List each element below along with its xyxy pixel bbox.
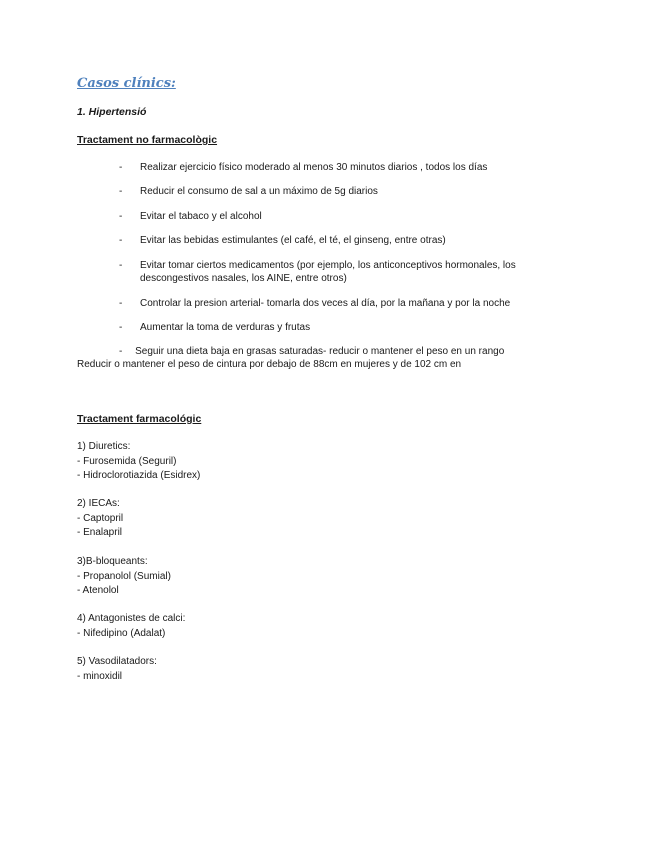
continuation-text: Reducir o mantener el peso de cintura por debajo de 88cm en mujeres y de 102 cm en (77, 359, 462, 370)
bullet-item (119, 259, 559, 285)
bullet-item-last (119, 345, 504, 358)
page-heading: Casos clínics: (77, 76, 176, 91)
drug-item: - minoxidil (77, 670, 123, 682)
bullet-dash: - (119, 322, 123, 333)
drug-item: - Hidroclorotiazida (Esidrex) (77, 470, 201, 481)
drug-item: - Propanolol (Sumial) (77, 570, 171, 582)
drug-item: - Nifedipino (Adalat) (77, 627, 166, 639)
bullet-text: Evitar las bebidas estimulantes (el café, el té, el ginseng, entre otras) (140, 235, 446, 246)
drug-group-title: 1) Diuretics: (77, 441, 131, 452)
case-title: 1. Hipertensió (77, 106, 147, 118)
drug-group (77, 555, 171, 599)
bullet-dash: - (119, 162, 123, 173)
bullet-item (119, 321, 559, 334)
bullet-text: Controlar la presion arterial- tomarla dos veces al día, por la mañana y por la noche (140, 298, 511, 309)
drug-group (77, 612, 185, 641)
drug-item: - Atenolol (77, 585, 119, 596)
bullet-item (119, 185, 559, 198)
drug-item: - Enalapril (77, 527, 123, 538)
bullet-dash: - (119, 186, 123, 197)
bullet-dash: - (119, 235, 123, 246)
bullet-dash: - (119, 211, 123, 222)
drug-group (77, 497, 123, 541)
bullet-item (119, 210, 559, 223)
drug-group (77, 440, 200, 484)
bullet-text: Aumentar la toma de verduras y frutas (140, 322, 311, 333)
bullet-text: Reducir el consumo de sal a un máximo de 5g diarios (140, 186, 378, 197)
bullet-item (119, 234, 559, 247)
drug-group-title: 3)B-bloqueants: (77, 556, 148, 567)
bullet-text: Realizar ejercicio físico moderado al menos 30 minutos diarios , todos los días (140, 162, 488, 173)
bullet-item (119, 161, 559, 174)
drug-group (77, 655, 157, 684)
drug-item: - Captopril (77, 512, 124, 524)
drug-group-title: 4) Antagonistes de calci: (77, 613, 186, 624)
bullet-dash: - (119, 346, 123, 357)
bullet-text: Evitar tomar ciertos medicamentos (por ejemplo, los anticonceptivos hormonales, los descongestivos nasales, los AINE, entre otros) (140, 260, 516, 284)
bullet-dash: - (119, 298, 123, 309)
drug-group-title: 5) Vasodilatadors: (77, 656, 157, 667)
bullet-item (119, 297, 559, 310)
pharm-section-title: Tractament farmacológic (77, 413, 202, 425)
non-pharm-section-title: Tractament no farmacològic (77, 134, 218, 146)
bullet-text: Evitar el tabaco y el alcohol (140, 211, 262, 222)
drug-item: - Furosemida (Seguril) (77, 455, 177, 467)
bullet-text: Seguir una dieta baja en grasas saturadas- reducir o mantener el peso en un rango (135, 346, 505, 357)
drug-group-title: 2) IECAs: (77, 498, 120, 509)
bullet-dash: - (119, 260, 123, 271)
